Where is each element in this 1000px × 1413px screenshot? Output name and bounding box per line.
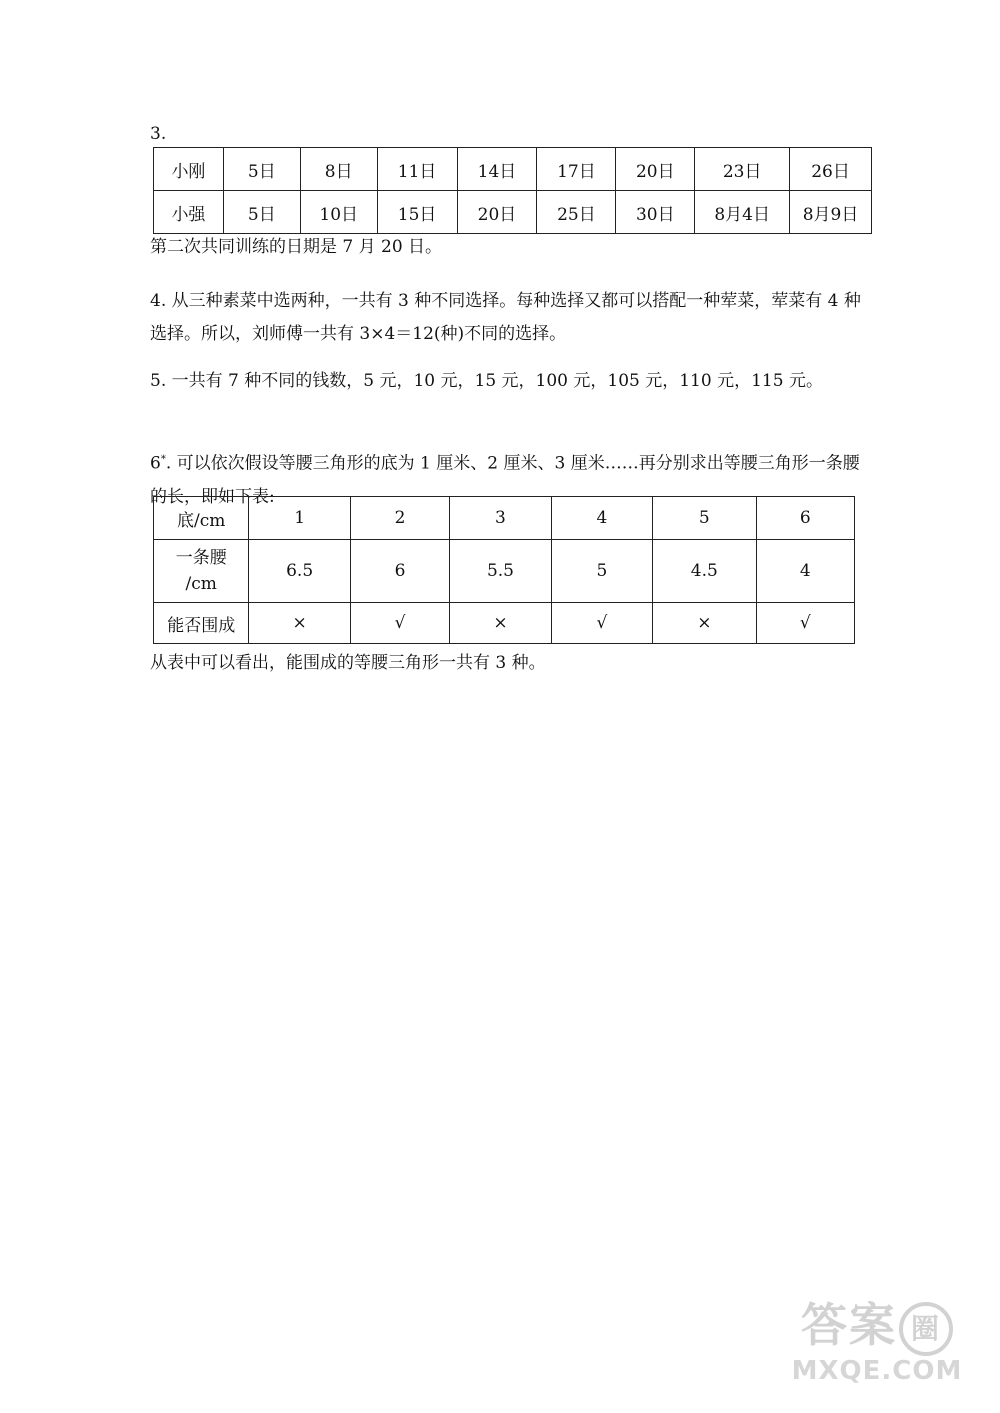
leg-cell: 6.5 — [249, 540, 350, 603]
date-cell: 5日 — [223, 191, 300, 234]
watermark-logo-text: 答案 — [801, 1298, 897, 1352]
watermark-logo — [782, 1297, 972, 1397]
can-form-cell: × — [450, 603, 551, 644]
can-form-cell: √ — [350, 603, 449, 644]
date-cell: 11日 — [377, 148, 457, 191]
date-cell: 8月9日 — [790, 191, 872, 234]
leg-cell: 4.5 — [653, 540, 756, 603]
date-cell: 26日 — [790, 148, 872, 191]
date-cell: 5日 — [223, 148, 300, 191]
q3-training-table — [153, 147, 872, 234]
base-cell: 6 — [756, 497, 854, 540]
date-cell: 23日 — [695, 148, 790, 191]
q6-number: 6 — [150, 453, 161, 474]
q6-star: * — [160, 454, 166, 465]
q6-text: . 可以依次假设等腰三角形的底为 1 厘米、2 厘米、3 厘米……再分别求出等腰三角形一条腰的长，即如下表: — [150, 453, 860, 507]
table-row — [154, 191, 872, 234]
can-form-cell: × — [653, 603, 756, 644]
can-form-cell: × — [249, 603, 350, 644]
table-row — [154, 540, 855, 603]
date-cell: 14日 — [457, 148, 537, 191]
q6-triangle-table — [153, 496, 855, 644]
date-cell: 25日 — [537, 191, 616, 234]
table-row — [154, 497, 855, 540]
base-cell: 2 — [350, 497, 449, 540]
q6-conclusion: 从表中可以看出，能围成的等腰三角形一共有 3 种。 — [150, 653, 546, 673]
q3-conclusion: 第二次共同训练的日期是 7 月 20 日。 — [150, 237, 443, 257]
date-cell: 20日 — [616, 148, 695, 191]
date-cell: 8月4日 — [695, 191, 790, 234]
q4-answer: 4. 从三种素菜中选两种，一共有 3 种不同选择。每种选择又都可以搭配一种荤菜，荤菜有 4 种选择。所以，刘师傅一共有 3×4＝12(种)不同的选择。 — [150, 291, 861, 344]
base-cell: 1 — [249, 497, 350, 540]
leg-label-line1: 一条腰 — [175, 548, 227, 568]
leg-label-line2: /cm — [185, 574, 217, 594]
leg-header-cell — [154, 540, 249, 603]
q3-number: 3. — [150, 124, 167, 144]
q5-answer: 5. 一共有 7 种不同的钱数，5 元，10 元，15 元，100 元，105 元，110 元，115 元。 — [150, 371, 823, 391]
can-form-cell: √ — [756, 603, 854, 644]
watermark-url: MXQE.COM — [791, 1355, 963, 1386]
can-form-header-cell: 能否围成 — [154, 603, 249, 644]
base-cell: 3 — [450, 497, 551, 540]
leg-cell: 5 — [551, 540, 652, 603]
date-cell: 10日 — [300, 191, 377, 234]
date-cell: 17日 — [537, 148, 616, 191]
table-row — [154, 603, 855, 644]
date-cell: 30日 — [616, 191, 695, 234]
base-cell: 5 — [653, 497, 756, 540]
row-name-cell: 小强 — [154, 191, 224, 234]
date-cell: 15日 — [377, 191, 457, 234]
watermark-circle: 圈 — [899, 1302, 953, 1356]
leg-cell: 4 — [756, 540, 854, 603]
date-cell: 8日 — [300, 148, 377, 191]
row-name-cell: 小刚 — [154, 148, 224, 191]
table-row — [154, 148, 872, 191]
leg-cell: 6 — [350, 540, 449, 603]
base-header-cell: 底/cm — [154, 497, 249, 540]
date-cell: 20日 — [457, 191, 537, 234]
base-cell: 4 — [551, 497, 652, 540]
leg-cell: 5.5 — [450, 540, 551, 603]
can-form-cell: √ — [551, 603, 652, 644]
